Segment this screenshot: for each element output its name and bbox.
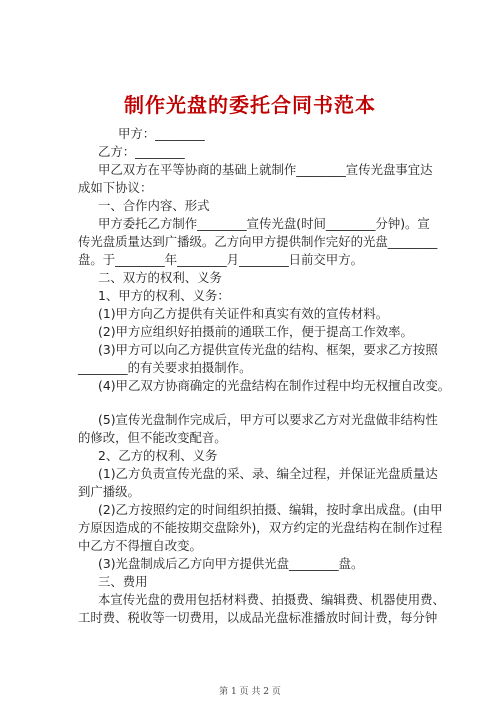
section-heading: 三、费用 — [98, 574, 148, 589]
paragraph-line: 甲方委托乙方制作________宣传光盘(时间________分钟)。宣 — [98, 216, 430, 231]
clause-line: (3)甲方可以向乙方提供宣传光盘的结构、框架，要求乙方按照 — [98, 342, 438, 357]
paragraph-line: 成如下协议： — [78, 180, 153, 195]
paragraph-line: 工时费、税收等一切费用，以成品光盘标准播放时间计费，每分钟 — [78, 610, 438, 625]
clause-line: (5)宣传光盘制作完成后，甲方可以要求乙方对光盘做非结构性 — [98, 412, 438, 427]
clause-line: (1)甲方向乙方提供有关证件和真实有效的宣传材料。 — [98, 306, 389, 321]
paragraph-line: 甲乙双方在平等协商的基础上就制作________宣传光盘事宜达 — [98, 162, 433, 177]
paragraph-line: 盘。于________年________月________日前交甲方。 — [78, 252, 363, 267]
clause-line: (2)甲方应组织好拍摄前的通联工作，便于提高工作效率。 — [98, 324, 413, 339]
paragraph-line: 本宣传光盘的费用包括材料费、拍摄费、编辑费、机器使用费、 — [98, 592, 445, 607]
subsection-heading: 2、乙方的权利、义务 — [98, 448, 218, 463]
clause-line: (2)乙方按照约定的时间组织拍摄、编辑，按时拿出成盘。(由甲 — [98, 502, 443, 517]
document-title: 制作光盘的委托合同书范本 — [124, 93, 376, 117]
party-b-line: 乙方：________ — [98, 144, 185, 159]
paragraph-line: 传光盘质量达到广播级。乙方向甲方提供制作完好的光盘________ — [78, 234, 438, 249]
clause-line: 的修改，但不能改变配音。 — [78, 430, 227, 445]
clause-line: (1)乙方负责宣传光盘的采、录、编全过程，并保证光盘质量达 — [98, 466, 438, 481]
clause-line: (3)光盘制成后乙方向甲方提供光盘________盘。 — [98, 556, 364, 571]
section-heading: 一、合作内容、形式 — [98, 198, 210, 213]
clause-line: ________的有关要求拍摄制作。 — [78, 360, 252, 375]
section-heading: 二、双方的权利、义务 — [98, 270, 222, 285]
clause-line: (4)甲乙双方协商确定的光盘结构在制作过程中均无权擅自改变。 — [98, 378, 451, 393]
clause-line: 到广播级。 — [78, 484, 140, 499]
subsection-heading: 1、甲方的权利、义务： — [98, 288, 230, 303]
clause-line: 方原因造成的不能按期交盘除外)，双方约定的光盘结构在制作过程 — [78, 520, 443, 535]
page-footer: 第 1 页 共 2 页 — [219, 687, 281, 697]
party-a-line: 甲方：________ — [118, 126, 205, 141]
clause-line: 中乙方不得擅自改变。 — [78, 538, 202, 553]
